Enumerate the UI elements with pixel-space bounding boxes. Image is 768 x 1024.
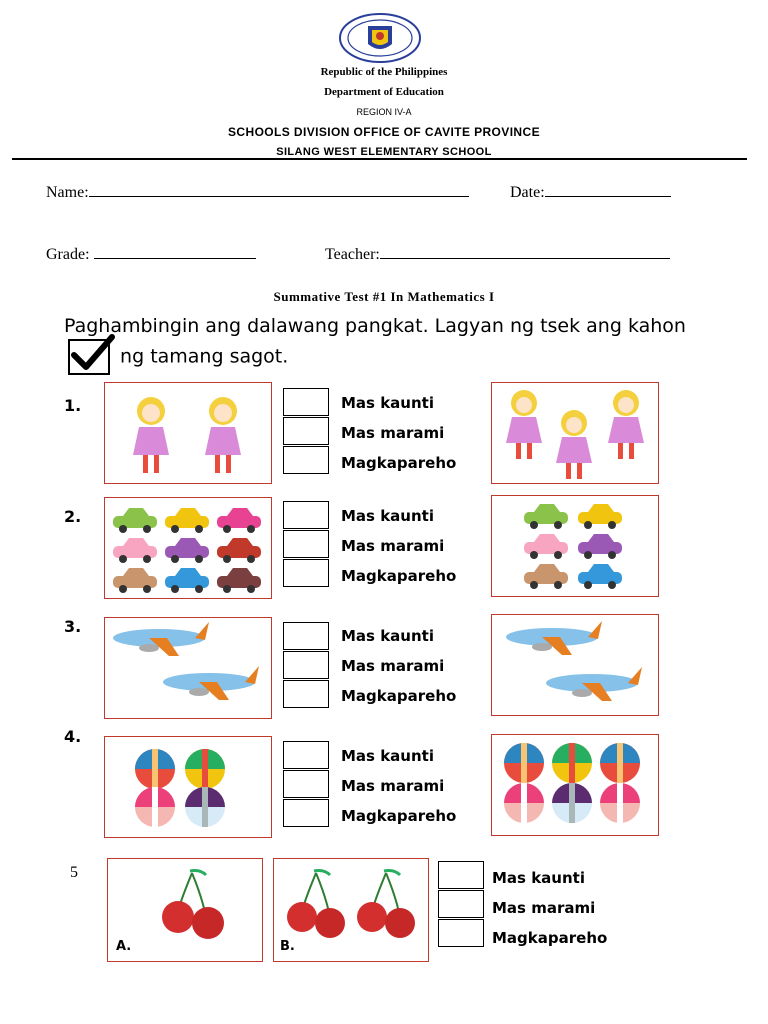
car-icon xyxy=(217,568,261,593)
checkbox-mas-kaunti[interactable] xyxy=(283,501,329,529)
car-icon xyxy=(578,534,622,559)
name-line[interactable] xyxy=(89,182,469,197)
date-field[interactable]: Date: xyxy=(510,182,671,202)
car-icon xyxy=(524,564,568,589)
checkbox-mas-marami[interactable] xyxy=(283,417,329,445)
airplane-icon xyxy=(163,666,259,700)
item4-right-group xyxy=(491,734,659,836)
group-b-label: B. xyxy=(280,939,295,954)
date-line[interactable] xyxy=(545,182,671,197)
grade-line[interactable] xyxy=(94,244,256,259)
checkbox-magkapareho[interactable] xyxy=(283,799,329,827)
checkbox-mas-kaunti[interactable] xyxy=(283,388,329,416)
item5-group-b xyxy=(273,858,429,962)
item-number: 4. xyxy=(64,727,82,746)
beach-ball-icon xyxy=(552,743,592,783)
answer-options: Mas kaunti Mas marami Magkapareho xyxy=(492,869,608,947)
department-line: Department of Education xyxy=(324,86,444,98)
beach-ball-icon xyxy=(185,787,225,827)
school-line: SILANG WEST ELEMENTARY SCHOOL xyxy=(276,146,492,158)
beach-ball-icon xyxy=(135,749,175,789)
header-divider xyxy=(12,158,747,160)
car-icon xyxy=(113,508,157,533)
item-number: 3. xyxy=(64,617,82,636)
car-icon xyxy=(578,504,622,529)
car-icon xyxy=(165,508,209,533)
beach-ball-icon xyxy=(600,743,640,783)
beach-ball-icon xyxy=(185,749,225,789)
cherry-icon xyxy=(357,871,415,939)
airplane-icon xyxy=(113,622,209,656)
item-number: 5 xyxy=(70,864,78,881)
cherry-icon xyxy=(287,871,345,939)
division-line: SCHOOLS DIVISION OFFICE OF CAVITE PROVINCE xyxy=(228,125,540,139)
region-line: REGION IV-A xyxy=(356,107,412,117)
checkbox-mas-marami[interactable] xyxy=(283,770,329,798)
beach-ball-icon xyxy=(504,743,544,783)
beach-ball-icon xyxy=(135,787,175,827)
beach-ball-icon xyxy=(552,783,592,823)
answer-options: Mas kaunti Mas marami Magkapareho xyxy=(341,627,457,705)
cherry-icon xyxy=(162,871,224,940)
checkbox-magkapareho[interactable] xyxy=(283,680,329,708)
beach-ball-icon xyxy=(504,783,544,823)
doll-icon xyxy=(556,410,592,479)
doll-icon xyxy=(205,397,241,473)
name-field[interactable]: Name: xyxy=(46,182,469,202)
item3-left-group xyxy=(104,617,272,719)
doll-icon xyxy=(506,390,542,459)
republic-line: Republic of the Philippines xyxy=(320,66,448,78)
car-icon xyxy=(217,538,261,563)
checkbox-mas-marami[interactable] xyxy=(283,651,329,679)
airplane-icon xyxy=(546,667,642,701)
answer-options: Mas kaunti Mas marami Magkapareho xyxy=(341,394,457,472)
item2-right-group xyxy=(491,495,659,597)
checkbox-magkapareho[interactable] xyxy=(283,559,329,587)
airplane-icon xyxy=(506,621,602,655)
item5-group-a xyxy=(107,858,263,962)
item-number: 1. xyxy=(64,396,82,415)
checkbox-magkapareho[interactable] xyxy=(283,446,329,474)
car-icon xyxy=(165,568,209,593)
item2-left-group xyxy=(104,497,272,599)
car-icon xyxy=(578,564,622,589)
item1-right-group xyxy=(491,382,659,484)
car-icon xyxy=(113,538,157,563)
checkbox-mas-kaunti[interactable] xyxy=(438,861,484,889)
grade-field[interactable]: Grade: xyxy=(46,244,256,264)
car-icon xyxy=(217,508,261,533)
car-icon xyxy=(113,568,157,593)
checkbox-mas-marami[interactable] xyxy=(283,530,329,558)
checkbox-mas-marami[interactable] xyxy=(438,890,484,918)
car-icon xyxy=(524,534,568,559)
item4-left-group xyxy=(104,736,272,838)
item1-left-group xyxy=(104,382,272,484)
doll-icon xyxy=(133,397,169,473)
item3-right-group xyxy=(491,614,659,716)
doll-icon xyxy=(608,390,644,459)
answer-options: Mas kaunti Mas marami Magkapareho xyxy=(341,747,457,825)
deped-seal-icon xyxy=(338,12,422,64)
check-sample-icon xyxy=(68,339,110,375)
item-number: 2. xyxy=(64,507,82,526)
answer-options: Mas kaunti Mas marami Magkapareho xyxy=(341,507,457,585)
beach-ball-icon xyxy=(600,783,640,823)
car-icon xyxy=(165,538,209,563)
car-icon xyxy=(524,504,568,529)
checkbox-mas-kaunti[interactable] xyxy=(283,622,329,650)
instructions: Paghambingin ang dalawang pangkat. Lagyan ng tsek ang kahon ng tamang sagot. xyxy=(64,314,704,375)
teacher-field[interactable]: Teacher: xyxy=(325,244,670,264)
test-title: Summative Test #1 In Mathematics I xyxy=(273,289,495,304)
group-a-label: A. xyxy=(116,939,132,954)
checkbox-mas-kaunti[interactable] xyxy=(283,741,329,769)
teacher-line[interactable] xyxy=(380,244,670,259)
checkbox-magkapareho[interactable] xyxy=(438,919,484,947)
